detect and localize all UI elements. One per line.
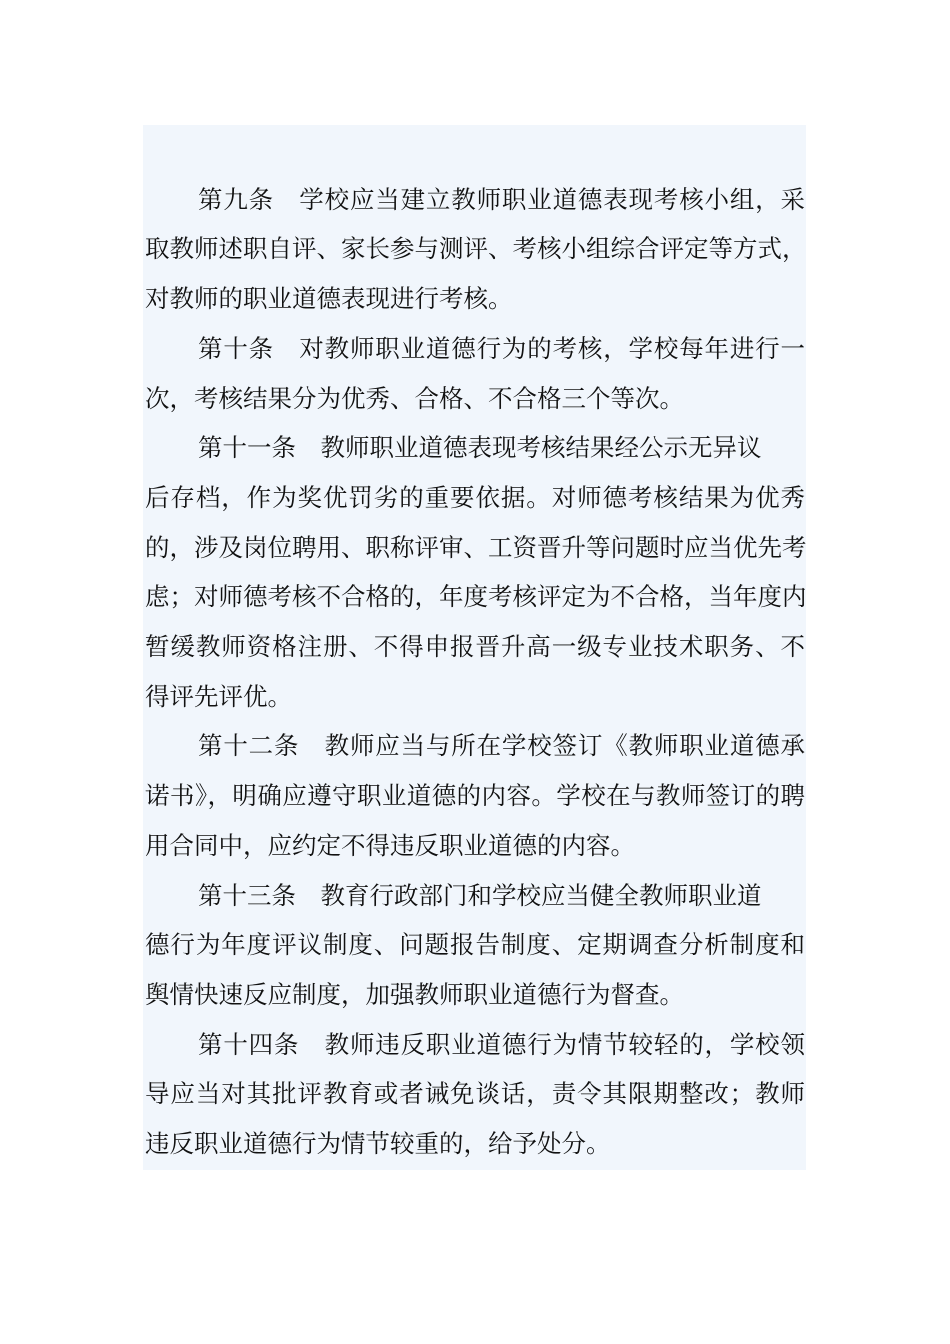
article-12-line-3: 用合同中，应约定不得违反职业道德的内容。 (145, 831, 635, 860)
article-13-line-3: 舆情快速反应制度，加强教师职业道德行为督查。 (145, 980, 684, 1009)
article-10-line-1: 第十条 对教师职业道德行为的考核，学校每年进行一 (198, 334, 805, 363)
article-11-line-6: 得评先评优。 (145, 682, 292, 711)
article-11-line-1: 第十一条 教师职业道德表现考核结果经公示无异议 (198, 433, 762, 462)
article-13-line-1: 第十三条 教育行政部门和学校应当健全教师职业道 (198, 881, 762, 910)
article-14-line-1: 第十四条 教师违反职业道德行为情节较轻的，学校领 (198, 1030, 805, 1059)
article-13-line-2: 德行为年度评议制度、问题报告制度、定期调查分析制度和 (145, 930, 805, 959)
article-10-line-2: 次，考核结果分为优秀、合格、不合格三个等次。 (145, 384, 684, 413)
article-14-line-3: 违反职业道德行为情节较重的，给予处分。 (145, 1129, 611, 1158)
article-14-line-2: 导应当对其批评教育或者诫免谈话，责令其限期整改；教师 (145, 1079, 805, 1108)
article-9-line-2: 取教师述职自评、家长参与测评、考核小组综合评定等方式， (145, 234, 807, 263)
article-11-line-2: 后存档，作为奖优罚劣的重要依据。对师德考核结果为优秀 (145, 483, 805, 512)
article-9-line-1: 第九条 学校应当建立教师职业道德表现考核小组，采 (198, 185, 805, 214)
article-11-line-5: 暂缓教师资格注册、不得申报晋升高一级专业技术职务、不 (145, 632, 805, 661)
article-9-line-3: 对教师的职业道德表现进行考核。 (145, 284, 513, 313)
article-12-line-2: 诺书》，明确应遵守职业道德的内容。学校在与教师签订的聘 (145, 781, 805, 810)
article-11-line-4: 虑；对师德考核不合格的，年度考核评定为不合格，当年度内 (145, 582, 807, 611)
article-11-line-3: 的，涉及岗位聘用、职称评审、工资晋升等问题时应当优先考 (145, 533, 807, 562)
article-12-line-1: 第十二条 教师应当与所在学校签订《教师职业道德承 (198, 731, 805, 760)
